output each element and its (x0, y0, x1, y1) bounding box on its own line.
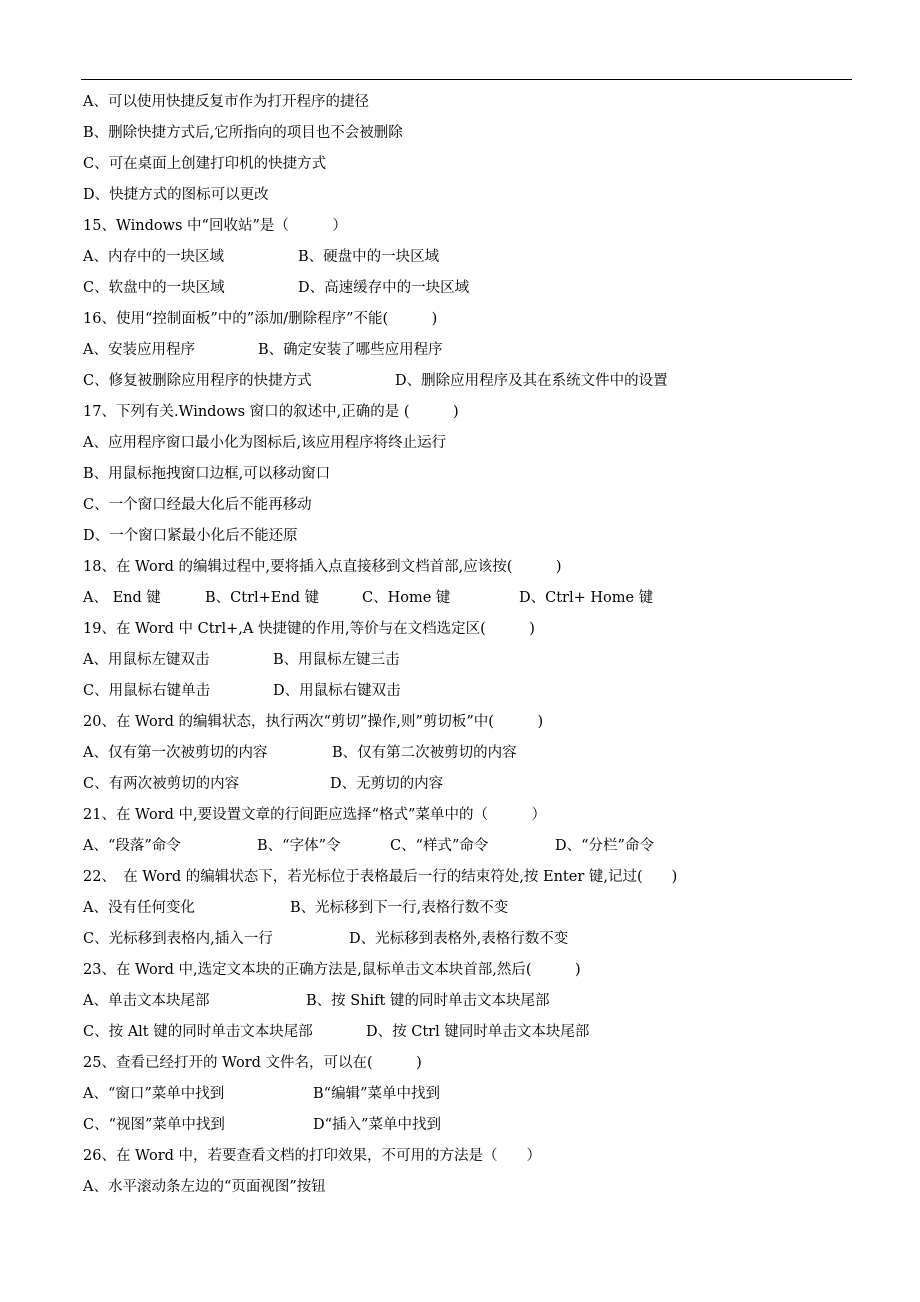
line-text-segment: C、可在桌面上创建打印机的快捷方式 (83, 156, 327, 172)
line-text-segment: 25、查看已经打开的 Word 文件名，可以在( ) (83, 1055, 422, 1071)
line-text-segment: C、“视图”菜单中找到 (83, 1117, 225, 1133)
line-text-segment: D、光标移到表格外,表格行数不变 (349, 931, 569, 947)
line-text-segment: 17、下列有关.Windows 窗口的叙述中,正确的是 ( ) (83, 404, 459, 420)
document-line (83, 924, 863, 955)
document-line (83, 707, 863, 738)
line-text-segment: 22、 在 Word 的编辑状态下，若光标位于表格最后一行的结束符处,按 Enter 键,记过( ) (83, 869, 678, 885)
line-text-segment: A、用鼠标左键双击 (83, 652, 210, 668)
line-text-segment: D、按 Ctrl 键同时单击文本块尾部 (366, 1024, 590, 1040)
line-text-segment: 19、在 Word 中 Ctrl+,A 快捷键的作用,等价与在文档选定区( ) (83, 621, 535, 637)
line-text-segment: D、删除应用程序及其在系统文件中的设置 (395, 373, 668, 389)
document-line (83, 304, 863, 335)
document-line (83, 335, 863, 366)
document-line (83, 180, 863, 211)
document-line (83, 397, 863, 428)
line-text-segment: D、Ctrl+ Home 键 (519, 590, 654, 606)
line-text-segment: A、水平滚动条左边的“页面视图”按钮 (83, 1179, 326, 1195)
document-line (83, 366, 863, 397)
line-text-segment: A、应用程序窗口最小化为图标后,该应用程序将终止运行 (83, 435, 447, 451)
line-text-segment: D、快捷方式的图标可以更改 (83, 187, 269, 203)
header-rule (81, 79, 852, 80)
line-text-segment: A、内存中的一块区域 (83, 249, 224, 265)
document-line (83, 149, 863, 180)
line-text-segment: 26、在 Word 中，若要查看文档的打印效果，不可用的方法是（ ） (83, 1148, 542, 1164)
document-line (83, 211, 863, 242)
line-text-segment: D、高速缓存中的一块区域 (298, 280, 470, 296)
line-text-segment: 16、使用“控制面板”中的”添加/删除程序”不能( ) (83, 311, 438, 327)
line-text-segment: A、仅有第一次被剪切的内容 (83, 745, 268, 761)
document-line (83, 273, 863, 304)
line-text-segment: A、“窗口”菜单中找到 (83, 1086, 225, 1102)
document-line (83, 490, 863, 521)
document-line (83, 738, 863, 769)
line-text-segment: C、修复被删除应用程序的快捷方式 (83, 373, 312, 389)
line-text-segment: B、Ctrl+End 键 (205, 590, 320, 606)
document-line (83, 676, 863, 707)
line-text-segment: A、 End 键 (83, 590, 161, 606)
question-list (83, 87, 863, 1203)
document-line (83, 87, 863, 118)
line-text-segment: A、安装应用程序 (83, 342, 195, 358)
document-line (83, 831, 863, 862)
line-text-segment: C、有两次被剪切的内容 (83, 776, 240, 792)
line-text-segment: 21、在 Word 中,要设置文章的行间距应选择“格式”菜单中的（ ） (83, 807, 546, 823)
document-line (83, 800, 863, 831)
line-text-segment: C、按 Alt 键的同时单击文本块尾部 (83, 1024, 313, 1040)
line-text-segment: B、仅有第二次被剪切的内容 (332, 745, 517, 761)
line-text-segment: A、“段落”命令 (83, 838, 181, 854)
document-line (83, 862, 863, 893)
line-text-segment: D、“分栏”命令 (555, 838, 654, 854)
document-line (83, 459, 863, 490)
line-text-segment: C、用鼠标右键单击 (83, 683, 211, 699)
document-line (83, 1079, 863, 1110)
line-text-segment: D“插入”菜单中找到 (313, 1117, 441, 1133)
line-text-segment: A、没有任何变化 (83, 900, 195, 916)
line-text-segment: 15、Windows 中“回收站”是（ ） (83, 218, 347, 234)
line-text-segment: C、Home 键 (362, 590, 451, 606)
line-text-segment: 20、在 Word 的编辑状态，执行两次“剪切”操作,则”剪切板”中( ) (83, 714, 544, 730)
document-line (83, 645, 863, 676)
document-line (83, 1172, 863, 1203)
document-line (83, 552, 863, 583)
document-line (83, 769, 863, 800)
line-text-segment: C、“样式”命令 (390, 838, 489, 854)
document-line (83, 428, 863, 459)
document-line (83, 521, 863, 552)
document-line (83, 1110, 863, 1141)
line-text-segment: B、光标移到下一行,表格行数不变 (290, 900, 509, 916)
line-text-segment: D、一个窗口紧最小化后不能还原 (83, 528, 298, 544)
document-line (83, 242, 863, 273)
line-text-segment: B、确定安装了哪些应用程序 (258, 342, 443, 358)
line-text-segment: C、光标移到表格内,插入一行 (83, 931, 273, 947)
line-text-segment: B、按 Shift 键的同时单击文本块尾部 (306, 993, 550, 1009)
line-text-segment: C、软盘中的一块区域 (83, 280, 225, 296)
line-text-segment: A、单击文本块尾部 (83, 993, 210, 1009)
line-text-segment: 18、在 Word 的编辑过程中,要将插入点直接移到文档首部,应该按( ) (83, 559, 562, 575)
line-text-segment: B、用鼠标拖拽窗口边框,可以移动窗口 (83, 466, 331, 482)
document-line (83, 1141, 863, 1172)
line-text-segment: D、无剪切的内容 (330, 776, 444, 792)
line-text-segment: 23、在 Word 中,选定文本块的正确方法是,鼠标单击文本块首部,然后( ) (83, 962, 581, 978)
document-line (83, 893, 863, 924)
line-text-segment: B、“字体”令 (257, 838, 341, 854)
line-text-segment: B“编辑”菜单中找到 (313, 1086, 440, 1102)
document-line (83, 614, 863, 645)
line-text-segment: B、用鼠标左键三击 (273, 652, 400, 668)
document-line (83, 955, 863, 986)
line-text-segment: B、硬盘中的一块区域 (298, 249, 440, 265)
line-text-segment: A、可以使用快捷反复市作为打开程序的捷径 (83, 94, 369, 110)
line-text-segment: D、用鼠标右键双击 (273, 683, 401, 699)
document-line (83, 986, 863, 1017)
line-text-segment: B、删除快捷方式后,它所指向的项目也不会被删除 (83, 125, 403, 141)
document-line (83, 118, 863, 149)
line-text-segment: C、一个窗口经最大化后不能再移动 (83, 497, 312, 513)
document-line (83, 583, 863, 614)
document-line (83, 1048, 863, 1079)
document-line (83, 1017, 863, 1048)
